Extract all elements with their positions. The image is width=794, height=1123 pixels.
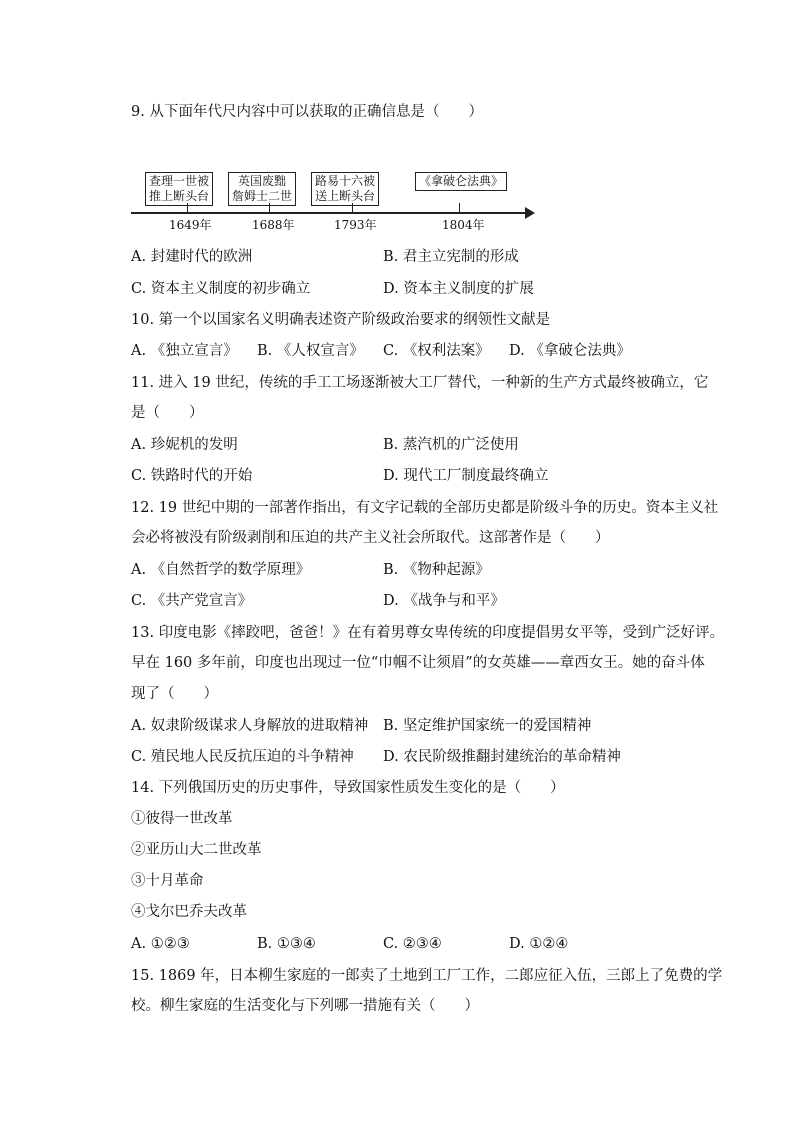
q14-option-d: D. ①②④ [509, 936, 569, 952]
timeline-year-1688: 1688年 [252, 218, 295, 232]
q12-option-b: B. 《物种起源》 [383, 562, 490, 578]
q9-option-b: B. 君主立宪制的形成 [383, 249, 519, 265]
q9-option-d: D. 资本主义制度的扩展 [383, 281, 534, 297]
q10-option-d: D. 《拿破仑法典》 [509, 343, 631, 359]
q14-option-a: A. ①②③ [131, 936, 190, 952]
timeline-year-1804: 1804年 [442, 218, 485, 232]
q12-option-c: C. 《共产党宣言》 [131, 593, 253, 609]
q10-option-c: C. 《权利法案》 [383, 343, 490, 359]
timeline-tick [269, 203, 270, 212]
question-13-stem-line1: 13. 印度电影《摔跤吧，爸爸！》在有着男尊女卑传统的印度提倡男女平等，受到广泛好评。 [131, 625, 725, 641]
q10-option-a: A. 《独立宣言》 [131, 343, 238, 359]
question-15-stem-line2: 校。柳生家庭的生活变化与下列哪一措施有关（ ） [131, 998, 479, 1014]
timeline-year-1793: 1793年 [334, 218, 377, 232]
timeline-tick [187, 203, 188, 212]
q9-option-a: A. 封建时代的欧洲 [131, 249, 253, 265]
question-10-stem: 10. 第一个以国家名义明确表述资产阶级政治要求的纲领性文献是 [131, 312, 551, 328]
q11-option-d: D. 现代工厂制度最终确立 [383, 468, 549, 484]
q13-option-d: D. 农民阶级推翻封建统治的革命精神 [383, 749, 621, 765]
question-13-stem-line2: 早在 160 多年前，印度也出现过一位“巾帼不让须眉”的女英雄——章西女王。她的奋斗体 [131, 655, 705, 671]
q12-option-d: D. 《战争与和平》 [383, 593, 505, 609]
q9-option-c: C. 资本主义制度的初步确立 [131, 281, 311, 297]
q11-option-c: C. 铁路时代的开始 [131, 468, 253, 484]
question-13-stem-line3: 现了（ ） [131, 686, 218, 702]
question-12-stem-line1: 12. 19 世纪中期的一部著作指出，有文字记载的全部历史都是阶级斗争的历史。资本主义社 [131, 500, 719, 516]
q11-option-a: A. 珍妮机的发明 [131, 437, 238, 453]
q13-option-a: A. 奴隶阶级谋求人身解放的进取精神 [131, 718, 369, 734]
question-11-stem-line1: 11. 进入 19 世纪，传统的手工工场逐渐被大工厂替代，一种新的生产方式最终被确立，它 [131, 375, 709, 391]
q14-option-c: C. ②③④ [383, 936, 442, 952]
timeline-event-1793: 路易十六被 送上断头台 [311, 172, 379, 206]
timeline-tick [459, 203, 460, 212]
question-12-stem-line2: 会必将被没有阶级剥削和压迫的共产主义社会所取代。这部著作是（ ） [131, 530, 610, 546]
q11-option-b: B. 蒸汽机的广泛使用 [383, 437, 519, 453]
q12-option-a: A. 《自然哲学的数学原理》 [131, 562, 311, 578]
q14-item-1: ①彼得一世改革 [131, 811, 233, 827]
q14-item-4: ④戈尔巴乔夫改革 [131, 904, 247, 920]
timeline-event-1804: 《拿破仑法典》 [415, 172, 507, 191]
q14-option-b: B. ①③④ [257, 936, 316, 952]
q14-item-2: ②亚历山大二世改革 [131, 842, 262, 858]
q13-option-b: B. 坚定维护国家统一的爱国精神 [383, 718, 592, 734]
timeline-year-1649: 1649年 [169, 218, 212, 232]
q13-option-c: C. 殖民地人民反抗压迫的斗争精神 [131, 749, 354, 765]
question-11-stem-line2: 是（ ） [131, 405, 204, 421]
question-15-stem-line1: 15. 1869 年，日本柳生家庭的一郎卖了土地到工厂工作，二郎应征入伍，三郎上了免费的学 [131, 968, 723, 984]
question-9-stem: 9. 从下面年代尺内容中可以获取的正确信息是（ ） [131, 104, 483, 120]
timeline-event-1649: 查理一世被 推上断头台 [145, 172, 213, 206]
timeline-ruler [131, 168, 541, 232]
question-14-stem: 14. 下列俄国历史的历史事件，导致国家性质发生变化的是（ ） [131, 780, 565, 796]
q10-option-b: B. 《人权宣言》 [257, 343, 364, 359]
q14-item-3: ③十月革命 [131, 873, 204, 889]
timeline-tick [352, 203, 353, 212]
timeline-axis [131, 212, 527, 214]
timeline-arrow-icon [525, 207, 535, 219]
timeline-event-1688: 英国废黜 詹姆士二世 [228, 172, 296, 206]
